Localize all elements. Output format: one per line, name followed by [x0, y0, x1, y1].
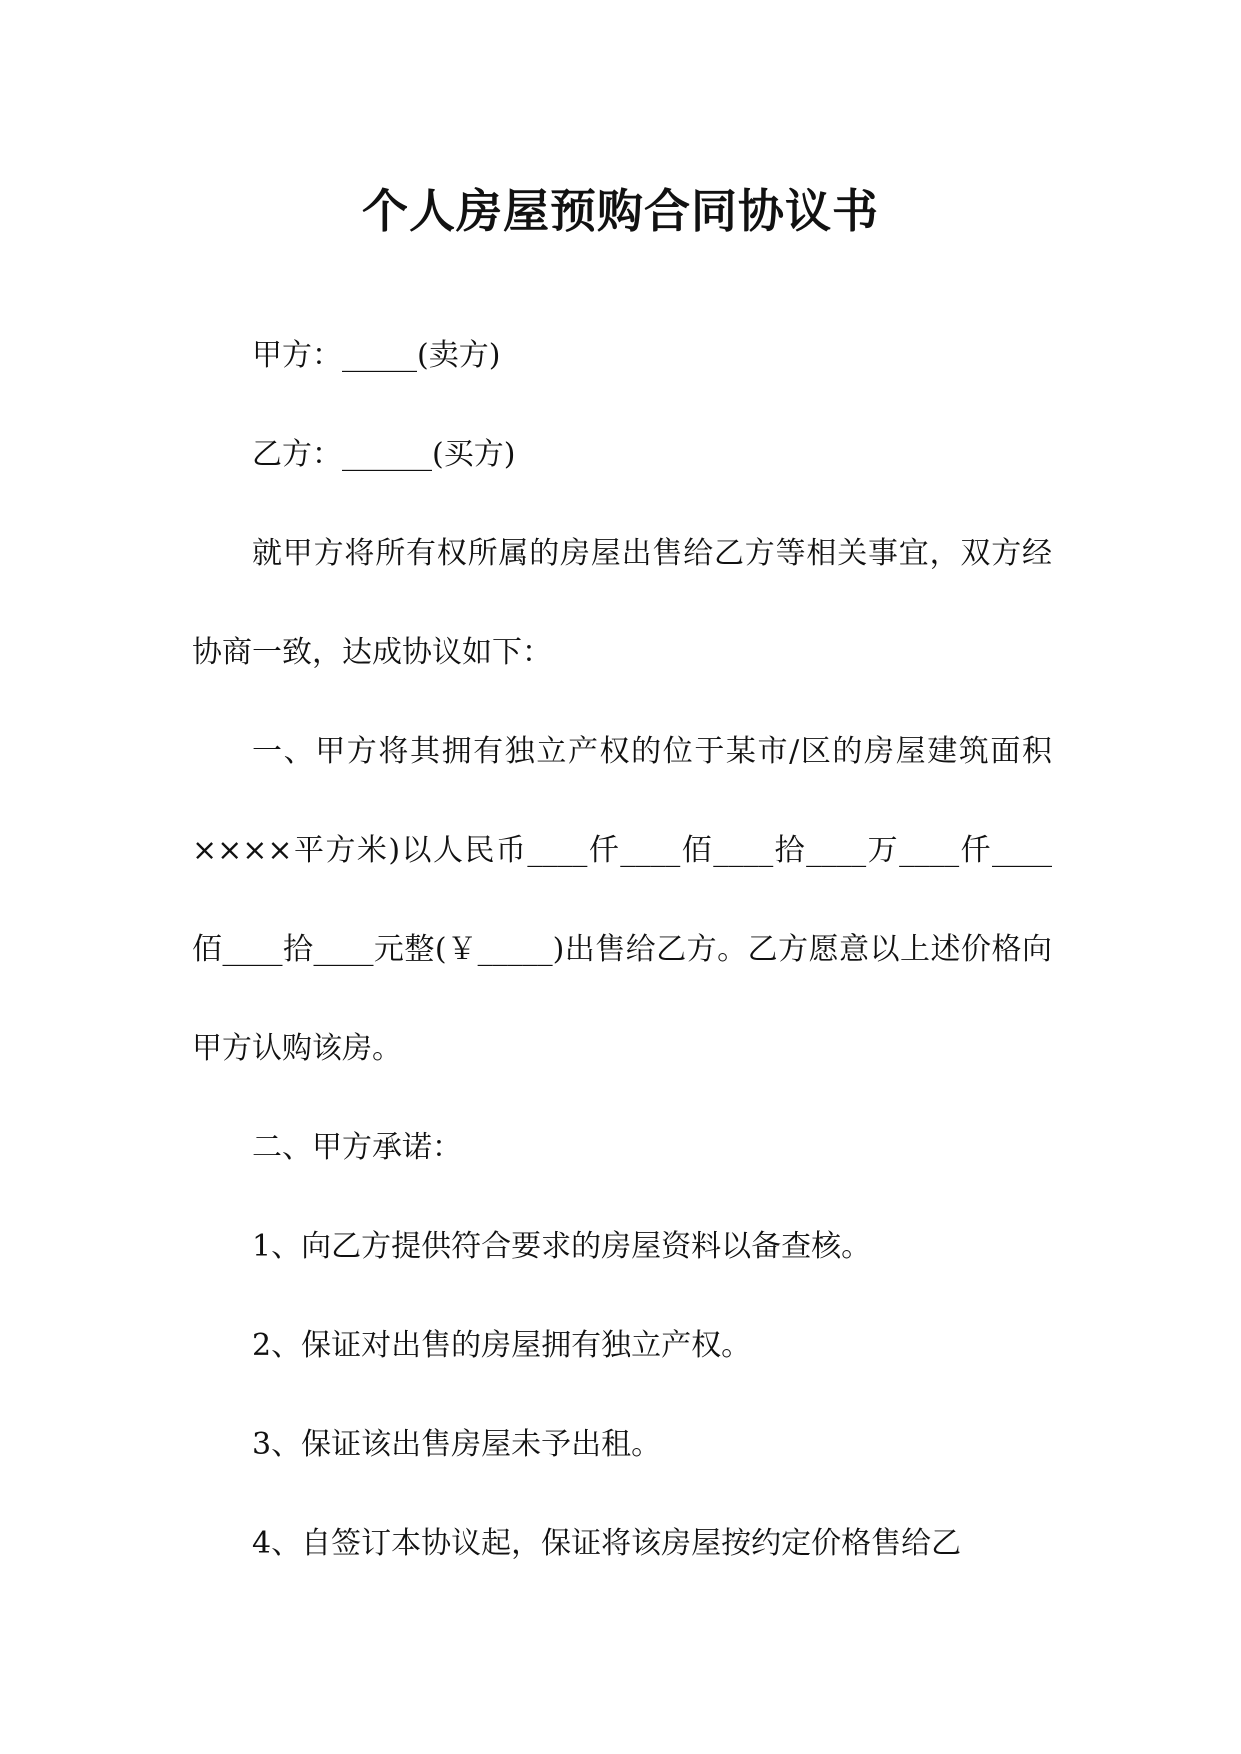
clause-one-paragraph: 一、甲方将其拥有独立产权的位于某市/区的房屋建筑面积××××平方米)以人民币____仟____佰____拾____万____仟____佰____拾____元整(￥_____)出售给乙方。乙方愿意以上述价格向甲方认购该房。	[192, 734, 1052, 1066]
clause-two-item-2: 2、保证对出售的房屋拥有独立产权。	[252, 1328, 752, 1363]
preamble-paragraph: 就甲方将所有权所属的房屋出售给乙方等相关事宜，双方经协商一致，达成协议如下：	[192, 536, 1052, 670]
document-title: 个人房屋预购合同协议书	[362, 183, 879, 238]
clause-two-item-4: 4、自签订本协议起，保证将该房屋按约定价格售给乙	[252, 1526, 962, 1561]
party-b-line: 乙方：______(买方)	[252, 437, 516, 472]
clause-two-item-3: 3、保证该出售房屋未予出租。	[252, 1427, 662, 1462]
document-body	[192, 306, 1052, 1593]
party-a-line: 甲方：_____(卖方)	[252, 338, 501, 373]
clause-two-heading: 二、甲方承诺：	[252, 1130, 462, 1165]
clause-two-item-1: 1、向乙方提供符合要求的房屋资料以备查核。	[252, 1229, 872, 1264]
